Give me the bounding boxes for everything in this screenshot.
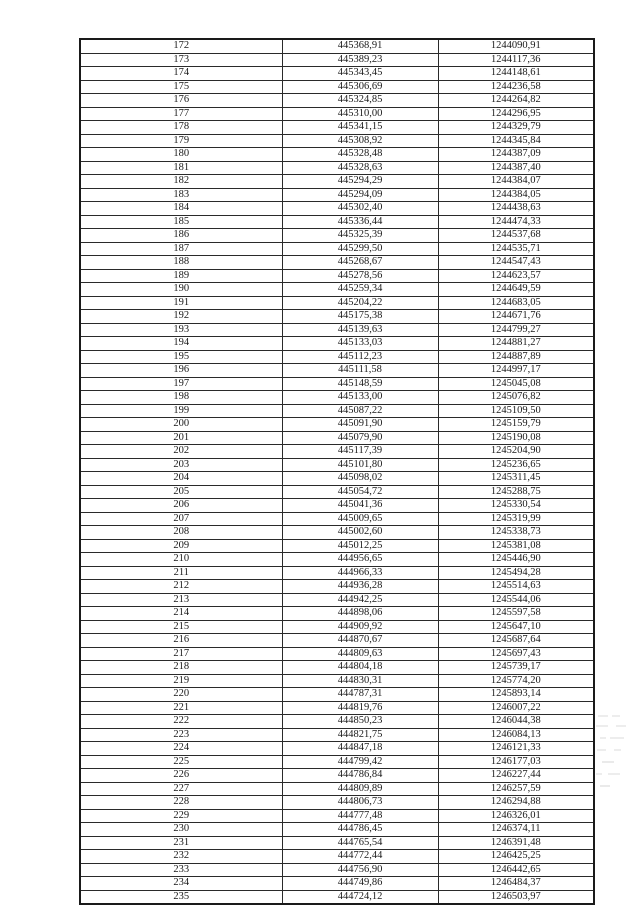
x-coordinate-cell: 444804,18 bbox=[282, 661, 438, 675]
point-number-cell: 188 bbox=[80, 256, 282, 270]
y-coordinate-cell: 1245109,50 bbox=[438, 404, 594, 418]
point-number-cell: 186 bbox=[80, 229, 282, 243]
x-coordinate-cell: 444966,33 bbox=[282, 566, 438, 580]
x-coordinate-cell: 445341,15 bbox=[282, 121, 438, 135]
table-row bbox=[80, 890, 594, 904]
y-coordinate-cell: 1245647,10 bbox=[438, 620, 594, 634]
point-number-cell: 201 bbox=[80, 431, 282, 445]
y-coordinate-cell: 1244384,07 bbox=[438, 175, 594, 189]
point-number-cell: 192 bbox=[80, 310, 282, 324]
y-coordinate-cell: 1246425,25 bbox=[438, 850, 594, 864]
y-coordinate-cell: 1244117,36 bbox=[438, 53, 594, 67]
table-row bbox=[80, 512, 594, 526]
y-coordinate-cell: 1246503,97 bbox=[438, 890, 594, 904]
y-coordinate-cell: 1244799,27 bbox=[438, 323, 594, 337]
x-coordinate-cell: 445091,90 bbox=[282, 418, 438, 432]
x-coordinate-cell: 445343,45 bbox=[282, 67, 438, 81]
y-coordinate-cell: 1245697,43 bbox=[438, 647, 594, 661]
point-number-cell: 175 bbox=[80, 80, 282, 94]
x-coordinate-cell: 445325,39 bbox=[282, 229, 438, 243]
point-number-cell: 230 bbox=[80, 823, 282, 837]
x-coordinate-cell: 445336,44 bbox=[282, 215, 438, 229]
table-row bbox=[80, 161, 594, 175]
point-number-cell: 224 bbox=[80, 742, 282, 756]
x-coordinate-cell: 444898,06 bbox=[282, 607, 438, 621]
point-number-cell: 208 bbox=[80, 526, 282, 540]
point-number-cell: 174 bbox=[80, 67, 282, 81]
y-coordinate-cell: 1246257,59 bbox=[438, 782, 594, 796]
x-coordinate-cell: 444870,67 bbox=[282, 634, 438, 648]
x-coordinate-cell: 444850,23 bbox=[282, 715, 438, 729]
table-row bbox=[80, 688, 594, 702]
y-coordinate-cell: 1246374,11 bbox=[438, 823, 594, 837]
table-row bbox=[80, 769, 594, 783]
table-row bbox=[80, 377, 594, 391]
x-coordinate-cell: 444749,86 bbox=[282, 877, 438, 891]
x-coordinate-cell: 444809,63 bbox=[282, 647, 438, 661]
table-row bbox=[80, 202, 594, 216]
point-number-cell: 185 bbox=[80, 215, 282, 229]
table-row bbox=[80, 499, 594, 513]
point-number-cell: 228 bbox=[80, 796, 282, 810]
x-coordinate-cell: 444847,18 bbox=[282, 742, 438, 756]
y-coordinate-cell: 1244236,58 bbox=[438, 80, 594, 94]
table-row bbox=[80, 701, 594, 715]
point-number-cell: 193 bbox=[80, 323, 282, 337]
point-number-cell: 179 bbox=[80, 134, 282, 148]
point-number-cell: 222 bbox=[80, 715, 282, 729]
y-coordinate-cell: 1244387,40 bbox=[438, 161, 594, 175]
point-number-cell: 187 bbox=[80, 242, 282, 256]
table-row bbox=[80, 863, 594, 877]
x-coordinate-cell: 445054,72 bbox=[282, 485, 438, 499]
x-coordinate-cell: 444819,76 bbox=[282, 701, 438, 715]
x-coordinate-cell: 445308,92 bbox=[282, 134, 438, 148]
table-row bbox=[80, 39, 594, 53]
y-coordinate-cell: 1245204,90 bbox=[438, 445, 594, 459]
y-coordinate-cell: 1245045,08 bbox=[438, 377, 594, 391]
y-coordinate-cell: 1246484,37 bbox=[438, 877, 594, 891]
y-coordinate-cell: 1244671,76 bbox=[438, 310, 594, 324]
y-coordinate-cell: 1244881,27 bbox=[438, 337, 594, 351]
x-coordinate-cell: 444799,42 bbox=[282, 755, 438, 769]
point-number-cell: 235 bbox=[80, 890, 282, 904]
table-row bbox=[80, 674, 594, 688]
point-number-cell: 205 bbox=[80, 485, 282, 499]
table-row bbox=[80, 215, 594, 229]
x-coordinate-cell: 445111,58 bbox=[282, 364, 438, 378]
y-coordinate-cell: 1245494,28 bbox=[438, 566, 594, 580]
y-coordinate-cell: 1245774,20 bbox=[438, 674, 594, 688]
table-row bbox=[80, 607, 594, 621]
point-number-cell: 207 bbox=[80, 512, 282, 526]
x-coordinate-cell: 445098,02 bbox=[282, 472, 438, 486]
x-coordinate-cell: 445310,00 bbox=[282, 107, 438, 121]
coordinates-table bbox=[79, 38, 595, 905]
x-coordinate-cell: 444806,73 bbox=[282, 796, 438, 810]
point-number-cell: 218 bbox=[80, 661, 282, 675]
table-row bbox=[80, 809, 594, 823]
point-number-cell: 219 bbox=[80, 674, 282, 688]
y-coordinate-cell: 1244623,57 bbox=[438, 269, 594, 283]
x-coordinate-cell: 445087,22 bbox=[282, 404, 438, 418]
x-coordinate-cell: 444936,28 bbox=[282, 580, 438, 594]
point-number-cell: 211 bbox=[80, 566, 282, 580]
y-coordinate-cell: 1244474,33 bbox=[438, 215, 594, 229]
x-coordinate-cell: 444724,12 bbox=[282, 890, 438, 904]
point-number-cell: 210 bbox=[80, 553, 282, 567]
y-coordinate-cell: 1246326,01 bbox=[438, 809, 594, 823]
y-coordinate-cell: 1244090,91 bbox=[438, 39, 594, 53]
table-row bbox=[80, 53, 594, 67]
x-coordinate-cell: 445139,63 bbox=[282, 323, 438, 337]
x-coordinate-cell: 445328,63 bbox=[282, 161, 438, 175]
y-coordinate-cell: 1245687,64 bbox=[438, 634, 594, 648]
y-coordinate-cell: 1245338,73 bbox=[438, 526, 594, 540]
y-coordinate-cell: 1245319,99 bbox=[438, 512, 594, 526]
y-coordinate-cell: 1245236,65 bbox=[438, 458, 594, 472]
y-coordinate-cell: 1244438,63 bbox=[438, 202, 594, 216]
x-coordinate-cell: 445148,59 bbox=[282, 377, 438, 391]
scan-noise-marks bbox=[592, 712, 632, 802]
point-number-cell: 194 bbox=[80, 337, 282, 351]
point-number-cell: 200 bbox=[80, 418, 282, 432]
point-number-cell: 203 bbox=[80, 458, 282, 472]
point-number-cell: 220 bbox=[80, 688, 282, 702]
y-coordinate-cell: 1245159,79 bbox=[438, 418, 594, 432]
y-coordinate-cell: 1245739,17 bbox=[438, 661, 594, 675]
y-coordinate-cell: 1244264,82 bbox=[438, 94, 594, 108]
point-number-cell: 217 bbox=[80, 647, 282, 661]
table-row bbox=[80, 742, 594, 756]
y-coordinate-cell: 1246391,48 bbox=[438, 836, 594, 850]
x-coordinate-cell: 445133,00 bbox=[282, 391, 438, 405]
x-coordinate-cell: 444809,89 bbox=[282, 782, 438, 796]
point-number-cell: 214 bbox=[80, 607, 282, 621]
point-number-cell: 182 bbox=[80, 175, 282, 189]
table-row bbox=[80, 661, 594, 675]
y-coordinate-cell: 1244384,05 bbox=[438, 188, 594, 202]
table-row bbox=[80, 647, 594, 661]
table-row bbox=[80, 134, 594, 148]
x-coordinate-cell: 445002,60 bbox=[282, 526, 438, 540]
table-row bbox=[80, 364, 594, 378]
y-coordinate-cell: 1244997,17 bbox=[438, 364, 594, 378]
x-coordinate-cell: 445204,22 bbox=[282, 296, 438, 310]
table-row bbox=[80, 80, 594, 94]
y-coordinate-cell: 1244683,05 bbox=[438, 296, 594, 310]
x-coordinate-cell: 445009,65 bbox=[282, 512, 438, 526]
table-row bbox=[80, 472, 594, 486]
x-coordinate-cell: 444821,75 bbox=[282, 728, 438, 742]
table-row bbox=[80, 593, 594, 607]
x-coordinate-cell: 445175,38 bbox=[282, 310, 438, 324]
y-coordinate-cell: 1244537,68 bbox=[438, 229, 594, 243]
point-number-cell: 231 bbox=[80, 836, 282, 850]
point-number-cell: 216 bbox=[80, 634, 282, 648]
point-number-cell: 223 bbox=[80, 728, 282, 742]
table-row bbox=[80, 796, 594, 810]
point-number-cell: 199 bbox=[80, 404, 282, 418]
x-coordinate-cell: 445268,67 bbox=[282, 256, 438, 270]
table-row bbox=[80, 539, 594, 553]
table-row bbox=[80, 269, 594, 283]
table-row bbox=[80, 67, 594, 81]
point-number-cell: 178 bbox=[80, 121, 282, 135]
table-row bbox=[80, 391, 594, 405]
y-coordinate-cell: 1246442,65 bbox=[438, 863, 594, 877]
table-row bbox=[80, 323, 594, 337]
y-coordinate-cell: 1245190,08 bbox=[438, 431, 594, 445]
table-row bbox=[80, 256, 594, 270]
x-coordinate-cell: 444786,45 bbox=[282, 823, 438, 837]
x-coordinate-cell: 444756,90 bbox=[282, 863, 438, 877]
x-coordinate-cell: 445389,23 bbox=[282, 53, 438, 67]
x-coordinate-cell: 445278,56 bbox=[282, 269, 438, 283]
x-coordinate-cell: 445133,03 bbox=[282, 337, 438, 351]
y-coordinate-cell: 1245514,63 bbox=[438, 580, 594, 594]
y-coordinate-cell: 1244387,09 bbox=[438, 148, 594, 162]
point-number-cell: 177 bbox=[80, 107, 282, 121]
point-number-cell: 206 bbox=[80, 499, 282, 513]
table-row bbox=[80, 445, 594, 459]
x-coordinate-cell: 445079,90 bbox=[282, 431, 438, 445]
table-row bbox=[80, 782, 594, 796]
point-number-cell: 181 bbox=[80, 161, 282, 175]
table-row bbox=[80, 121, 594, 135]
y-coordinate-cell: 1244887,89 bbox=[438, 350, 594, 364]
point-number-cell: 215 bbox=[80, 620, 282, 634]
point-number-cell: 227 bbox=[80, 782, 282, 796]
point-number-cell: 202 bbox=[80, 445, 282, 459]
x-coordinate-cell: 445368,91 bbox=[282, 39, 438, 53]
x-coordinate-cell: 445328,48 bbox=[282, 148, 438, 162]
y-coordinate-cell: 1245597,58 bbox=[438, 607, 594, 621]
x-coordinate-cell: 445117,39 bbox=[282, 445, 438, 459]
x-coordinate-cell: 444942,25 bbox=[282, 593, 438, 607]
point-number-cell: 209 bbox=[80, 539, 282, 553]
y-coordinate-cell: 1246121,33 bbox=[438, 742, 594, 756]
table-row bbox=[80, 107, 594, 121]
x-coordinate-cell: 445294,29 bbox=[282, 175, 438, 189]
x-coordinate-cell: 445259,34 bbox=[282, 283, 438, 297]
point-number-cell: 189 bbox=[80, 269, 282, 283]
x-coordinate-cell: 445294,09 bbox=[282, 188, 438, 202]
table-row bbox=[80, 175, 594, 189]
y-coordinate-cell: 1244345,84 bbox=[438, 134, 594, 148]
point-number-cell: 173 bbox=[80, 53, 282, 67]
table-row bbox=[80, 566, 594, 580]
point-number-cell: 190 bbox=[80, 283, 282, 297]
x-coordinate-cell: 444956,65 bbox=[282, 553, 438, 567]
y-coordinate-cell: 1246177,03 bbox=[438, 755, 594, 769]
table-row bbox=[80, 634, 594, 648]
y-coordinate-cell: 1246044,38 bbox=[438, 715, 594, 729]
table-row bbox=[80, 404, 594, 418]
x-coordinate-cell: 445302,40 bbox=[282, 202, 438, 216]
table-row bbox=[80, 296, 594, 310]
table-row bbox=[80, 715, 594, 729]
x-coordinate-cell: 444830,31 bbox=[282, 674, 438, 688]
point-number-cell: 226 bbox=[80, 769, 282, 783]
point-number-cell: 225 bbox=[80, 755, 282, 769]
table-row bbox=[80, 485, 594, 499]
x-coordinate-cell: 445299,50 bbox=[282, 242, 438, 256]
table-row bbox=[80, 850, 594, 864]
x-coordinate-cell: 444787,31 bbox=[282, 688, 438, 702]
y-coordinate-cell: 1244296,95 bbox=[438, 107, 594, 121]
x-coordinate-cell: 444765,54 bbox=[282, 836, 438, 850]
point-number-cell: 234 bbox=[80, 877, 282, 891]
y-coordinate-cell: 1246007,22 bbox=[438, 701, 594, 715]
point-number-cell: 197 bbox=[80, 377, 282, 391]
table-row bbox=[80, 620, 594, 634]
y-coordinate-cell: 1246227,44 bbox=[438, 769, 594, 783]
y-coordinate-cell: 1244535,71 bbox=[438, 242, 594, 256]
x-coordinate-cell: 445041,36 bbox=[282, 499, 438, 513]
x-coordinate-cell: 445012,25 bbox=[282, 539, 438, 553]
y-coordinate-cell: 1245893,14 bbox=[438, 688, 594, 702]
table-row bbox=[80, 877, 594, 891]
y-coordinate-cell: 1246084,13 bbox=[438, 728, 594, 742]
point-number-cell: 213 bbox=[80, 593, 282, 607]
table-row bbox=[80, 242, 594, 256]
x-coordinate-cell: 445101,80 bbox=[282, 458, 438, 472]
table-row bbox=[80, 580, 594, 594]
point-number-cell: 195 bbox=[80, 350, 282, 364]
point-number-cell: 212 bbox=[80, 580, 282, 594]
table-row bbox=[80, 431, 594, 445]
point-number-cell: 191 bbox=[80, 296, 282, 310]
table-row bbox=[80, 94, 594, 108]
point-number-cell: 198 bbox=[80, 391, 282, 405]
y-coordinate-cell: 1245544,06 bbox=[438, 593, 594, 607]
x-coordinate-cell: 444909,92 bbox=[282, 620, 438, 634]
table-row bbox=[80, 823, 594, 837]
y-coordinate-cell: 1244148,61 bbox=[438, 67, 594, 81]
y-coordinate-cell: 1246294,88 bbox=[438, 796, 594, 810]
table-row bbox=[80, 418, 594, 432]
table-row bbox=[80, 458, 594, 472]
y-coordinate-cell: 1245288,75 bbox=[438, 485, 594, 499]
point-number-cell: 204 bbox=[80, 472, 282, 486]
table-row bbox=[80, 836, 594, 850]
y-coordinate-cell: 1245076,82 bbox=[438, 391, 594, 405]
y-coordinate-cell: 1245446,90 bbox=[438, 553, 594, 567]
table-row bbox=[80, 148, 594, 162]
x-coordinate-cell: 445324,85 bbox=[282, 94, 438, 108]
table-row bbox=[80, 188, 594, 202]
point-number-cell: 172 bbox=[80, 39, 282, 53]
point-number-cell: 180 bbox=[80, 148, 282, 162]
table-row bbox=[80, 310, 594, 324]
table-row bbox=[80, 229, 594, 243]
coordinates-table-body bbox=[80, 39, 594, 904]
x-coordinate-cell: 445112,23 bbox=[282, 350, 438, 364]
point-number-cell: 233 bbox=[80, 863, 282, 877]
y-coordinate-cell: 1245381,08 bbox=[438, 539, 594, 553]
table-row bbox=[80, 526, 594, 540]
table-row bbox=[80, 337, 594, 351]
point-number-cell: 221 bbox=[80, 701, 282, 715]
point-number-cell: 176 bbox=[80, 94, 282, 108]
x-coordinate-cell: 445306,69 bbox=[282, 80, 438, 94]
x-coordinate-cell: 444786,84 bbox=[282, 769, 438, 783]
point-number-cell: 183 bbox=[80, 188, 282, 202]
point-number-cell: 229 bbox=[80, 809, 282, 823]
table-row bbox=[80, 553, 594, 567]
y-coordinate-cell: 1245311,45 bbox=[438, 472, 594, 486]
y-coordinate-cell: 1245330,54 bbox=[438, 499, 594, 513]
y-coordinate-cell: 1244329,79 bbox=[438, 121, 594, 135]
table-row bbox=[80, 283, 594, 297]
y-coordinate-cell: 1244547,43 bbox=[438, 256, 594, 270]
table-row bbox=[80, 350, 594, 364]
point-number-cell: 196 bbox=[80, 364, 282, 378]
table-row bbox=[80, 755, 594, 769]
point-number-cell: 232 bbox=[80, 850, 282, 864]
point-number-cell: 184 bbox=[80, 202, 282, 216]
x-coordinate-cell: 444772,44 bbox=[282, 850, 438, 864]
x-coordinate-cell: 444777,48 bbox=[282, 809, 438, 823]
y-coordinate-cell: 1244649,59 bbox=[438, 283, 594, 297]
table-row bbox=[80, 728, 594, 742]
